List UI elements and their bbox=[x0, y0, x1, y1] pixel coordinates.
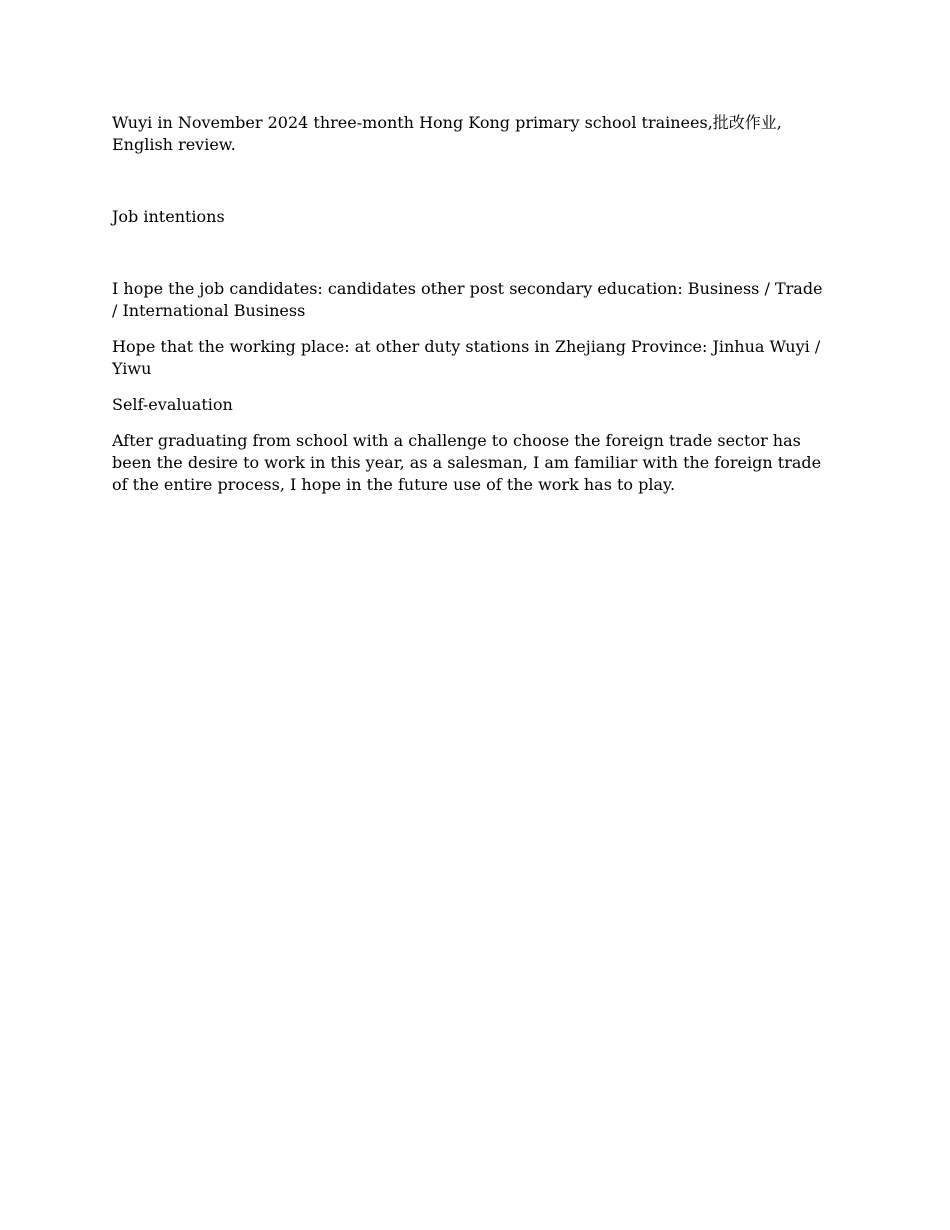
experience-paragraph: Wuyi in November 2024 three-month Hong Kong primary school trainees,批改作业, English review. bbox=[112, 113, 782, 154]
section-heading-job-intentions: Job intentions bbox=[112, 207, 225, 226]
document-body bbox=[112, 112, 828, 510]
working-place-paragraph: Hope that the working place: at other duty stations in Zhejiang Province: Jinhua Wuyi / Yiwu bbox=[112, 337, 821, 378]
section-heading-self-evaluation: Self-evaluation bbox=[112, 395, 233, 414]
self-evaluation-paragraph: After graduating from school with a challenge to choose the foreign trade sector has been the desire to work in this year, as a salesman, I am familiar with the foreign trade of the entire process, I hope in the future use of the work has to play. bbox=[112, 431, 822, 494]
job-candidates-paragraph: I hope the job candidates: candidates other post secondary education: Business / Trade / International Business bbox=[112, 279, 823, 320]
